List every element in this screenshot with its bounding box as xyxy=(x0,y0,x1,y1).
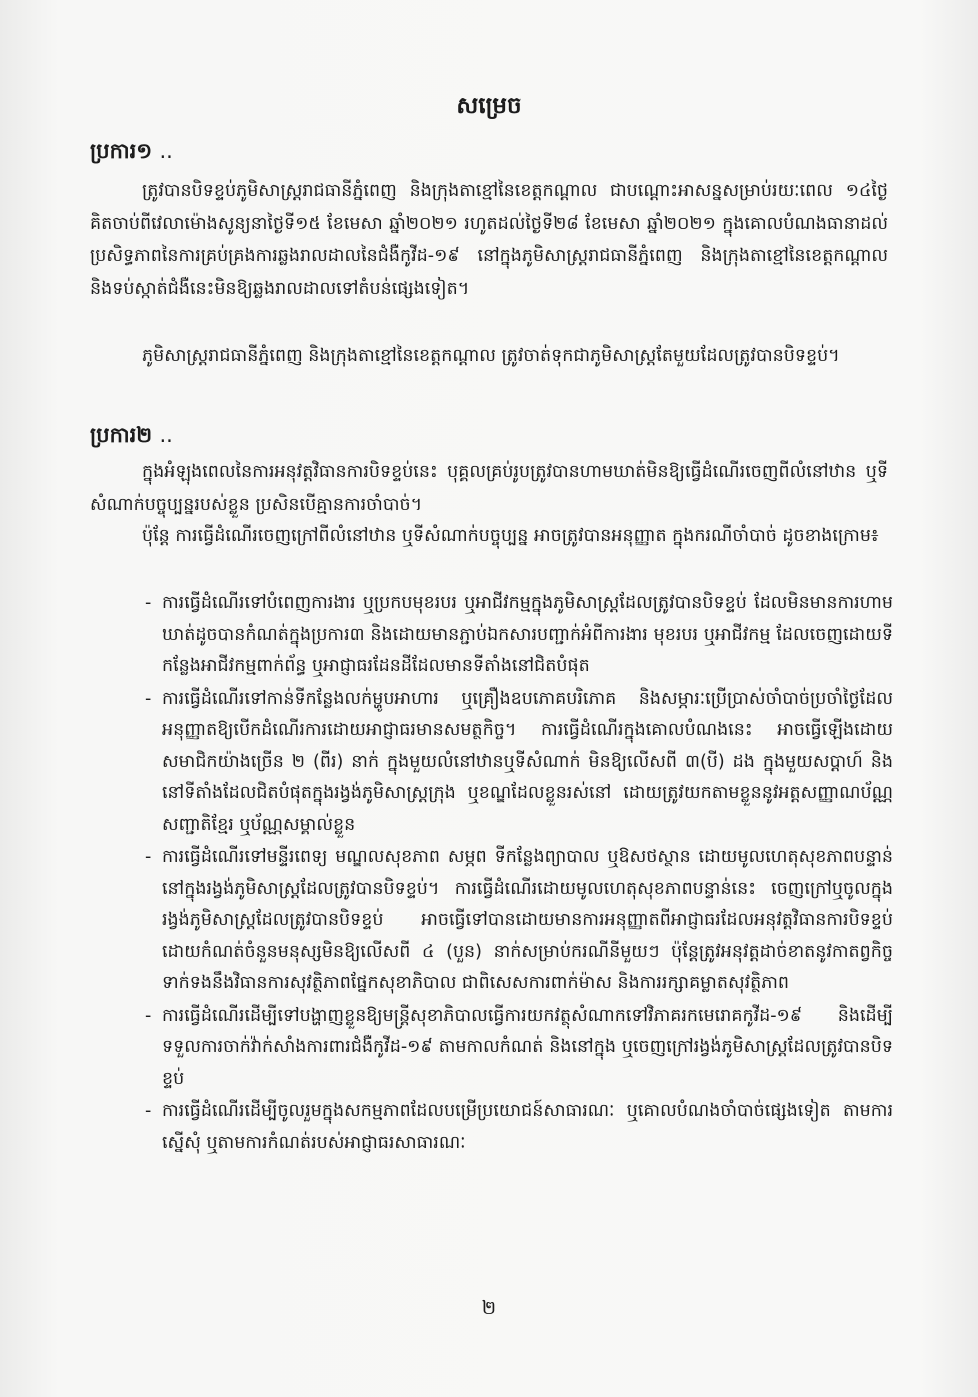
article-2-paragraph-1: ក្នុងអំឡុងពេលនៃការអនុវត្តវិធានការបិទខ្ទប់នេះ បុគ្គលគ្រប់រូបត្រូវបានហាមឃាត់មិនឱ្យធ្វើដំណើរចេញពីលំនៅឋាន ឬទីសំណាក់បច្ចុប្បន្នរបស់ខ្លួន ប្រសិនបើគ្មានការចាំបាច់។ xyxy=(90,462,888,515)
article-1-heading-text: ប្រការ១ xyxy=(90,139,153,163)
page-number: ២ xyxy=(481,1297,497,1319)
list-item-text: ការធ្វើដំណើរទៅកាន់ទីកន្លែងលក់ម្ហូបអាហារ ឬគ្រឿងឧបភោគបរិភោគ និងសម្ភារៈប្រើប្រាស់ចាំបាច់ប្រចាំថ្ងៃដែលអនុញ្ញាតឱ្យបើកដំណើរការដោយអាជ្ញាធរមានសមត្ថកិច្ច។ ការធ្វើដំណើរក្នុងគោលបំណងនេះ អាចធ្វើឡើងដោយសមាជិកយ៉ាងច្រើន ២ (ពីរ) នាក់ ក្នុងមួយលំនៅឋានឬទីសំណាក់ មិនឱ្យលើសពី ៣(បី) ដង ក្នុងមួយសប្តាហ៍ និងនៅទីតាំងដែលជិតបំផុតក្នុងរង្វង់ភូមិសាស្ត្រក្រុង ឬខណ្ឌដែលខ្លួនរស់នៅ ដោយត្រូវយកតាមខ្លួននូវអត្តសញ្ញាណប័ណ្ណសញ្ជាតិខ្មែរ ឬប័ណ្ណសម្គាល់ខ្លួន xyxy=(162,688,893,835)
article-1-paragraph-2: ភូមិសាស្ត្ររាជធានីភ្នំពេញ និងក្រុងតាខ្មៅនៃខេត្តកណ្តាល ត្រូវចាត់ទុកជាភូមិសាស្ត្រតែមួយដែលត្រូវបានបិទខ្ទប់។ xyxy=(142,346,840,366)
list-item xyxy=(145,684,893,842)
list-dash: - xyxy=(145,593,152,613)
document-title: សម្រេច xyxy=(456,93,522,119)
list-item xyxy=(145,842,893,1000)
list-dash: - xyxy=(145,1101,152,1121)
list-item-text: ការធ្វើដំណើរដើម្បីចូលរួមក្នុងសកម្មភាពដែលបម្រើប្រយោជន៍សាធារណៈ ឬគោលបំណងចាំបាច់ផ្សេងទៀត តាមការស្នើសុំ ឬតាមការកំណត់របស់អាជ្ញាធរសាធារណៈ xyxy=(162,1101,893,1153)
article-2-heading xyxy=(90,422,173,453)
list-item xyxy=(145,1096,893,1159)
article-2-heading-dots: .. xyxy=(159,423,173,447)
list-item-text: ការធ្វើដំណើរទៅបំពេញការងារ ឬប្រកបមុខរបរ ឬអាជីវកម្មក្នុងភូមិសាស្ត្រដែលត្រូវបានបិទខ្ទប់ ដែលមិនមានការហាមឃាត់ដូចបានកំណត់ក្នុងប្រការ៣ និងដោយមានភ្ជាប់ឯកសារបញ្ជាក់អំពីការងារ មុខរបរ ឬអាជីវកម្ម ដែលចេញដោយទីកន្លែងអាជីវកម្មពាក់ព័ន្ធ ឬអាជ្ញាធរដែនដីដែលមានទីតាំងនៅជិតបំផុត xyxy=(162,593,893,676)
list-item xyxy=(145,1001,893,1096)
article-1-paragraph-1: ត្រូវបានបិទខ្ទប់ភូមិសាស្ត្ររាជធានីភ្នំពេញ និងក្រុងតាខ្មៅនៃខេត្តកណ្តាល ជាបណ្តោះអាសន្នសម្រាប់រយៈពេល ១៤ថ្ងៃ គិតចាប់ពីវេលាម៉ោងសូន្យនាថ្ងៃទី១៥ ខែមេសា ឆ្នាំ២០២១ រហូតដល់ថ្ងៃទី២៨ ខែមេសា ឆ្នាំ២០២១ ក្នុងគោលបំណងធានាដល់ប្រសិទ្ធភាពនៃការគ្រប់គ្រងការឆ្លងរាលដាលនៃជំងឺកូវីដ-១៩ នៅក្នុងភូមិសាស្ត្ររាជធានីភ្នំពេញ និងក្រុងតាខ្មៅនៃខេត្តកណ្តាល និងទប់ស្កាត់ជំងឺនេះមិនឱ្យឆ្លងរាលដាលទៅតំបន់ផ្សេងទៀត។ xyxy=(90,181,888,299)
article-1-heading xyxy=(90,138,173,169)
list-dash: - xyxy=(145,1005,152,1026)
list-item-text: ការធ្វើដំណើរទៅមន្ទីរពេទ្យ មណ្ឌលសុខភាព សម្ភព ទីកន្លែងព្យាបាល ឬឱសថស្ថាន ដោយមូលហេតុសុខភាពបន្ទាន់ នៅក្នុងរង្វង់ភូមិសាស្ត្រដែលត្រូវបានបិទខ្ទប់។ ការធ្វើដំណើរដោយមូលហេតុសុខភាពបន្ទាន់នេះ ចេញក្រៅឬចូលក្នុងរង្វង់ភូមិសាស្ត្រដែលត្រូវបានបិទខ្ទប់ អាចធ្វើទៅបានដោយមានការអនុញ្ញាតពីអាជ្ញាធរដែលអនុវត្តវិធានការបិទខ្ទប់ ដោយកំណត់ចំនួនមនុស្សមិនឱ្យលើសពី ៤ (បួន) នាក់សម្រាប់ករណីនីមួយៗ ប៉ុន្តែត្រូវអនុវត្តដាច់ខាតនូវកាតព្វកិច្ចទាក់ទងនឹងវិធានការសុវត្ថិភាពផ្នែកសុខាភិបាល ជាពិសេសការពាក់ម៉ាស និងការរក្សាគម្លាតសុវត្ថិភាព xyxy=(162,847,893,993)
list-dash: - xyxy=(145,688,152,709)
list-dash: - xyxy=(145,847,152,867)
article-1-heading-dots: .. xyxy=(159,139,173,163)
article-2-paragraph-2: ប៉ុន្តែ ការធ្វើដំណើរចេញក្រៅពីលំនៅឋាន ឬទីសំណាក់បច្ចុប្បន្ន អាចត្រូវបានអនុញ្ញាត ក្នុងករណីចាំបាច់ ដូចខាងក្រោម៖ xyxy=(142,526,879,546)
list-item-text: ការធ្វើដំណើរដើម្បីទៅបង្ហាញខ្លួនឱ្យមន្ត្រីសុខាភិបាលធ្វើការយកវត្ថុសំណាកទៅវិភាគរកមេរោគកូវីដ-១៩ និងដើម្បីទទួលការចាក់វ៉ាក់សាំងការពារជំងឺកូវីដ-១៩ តាមកាលកំណត់ និងនៅក្នុង ឬចេញក្រៅរង្វង់ភូមិសាស្ត្រដែលត្រូវបានបិទខ្ទប់ xyxy=(162,1005,893,1089)
article-2-heading-text: ប្រការ២ xyxy=(90,423,153,447)
list-item xyxy=(145,588,893,683)
exception-list xyxy=(145,588,893,1160)
